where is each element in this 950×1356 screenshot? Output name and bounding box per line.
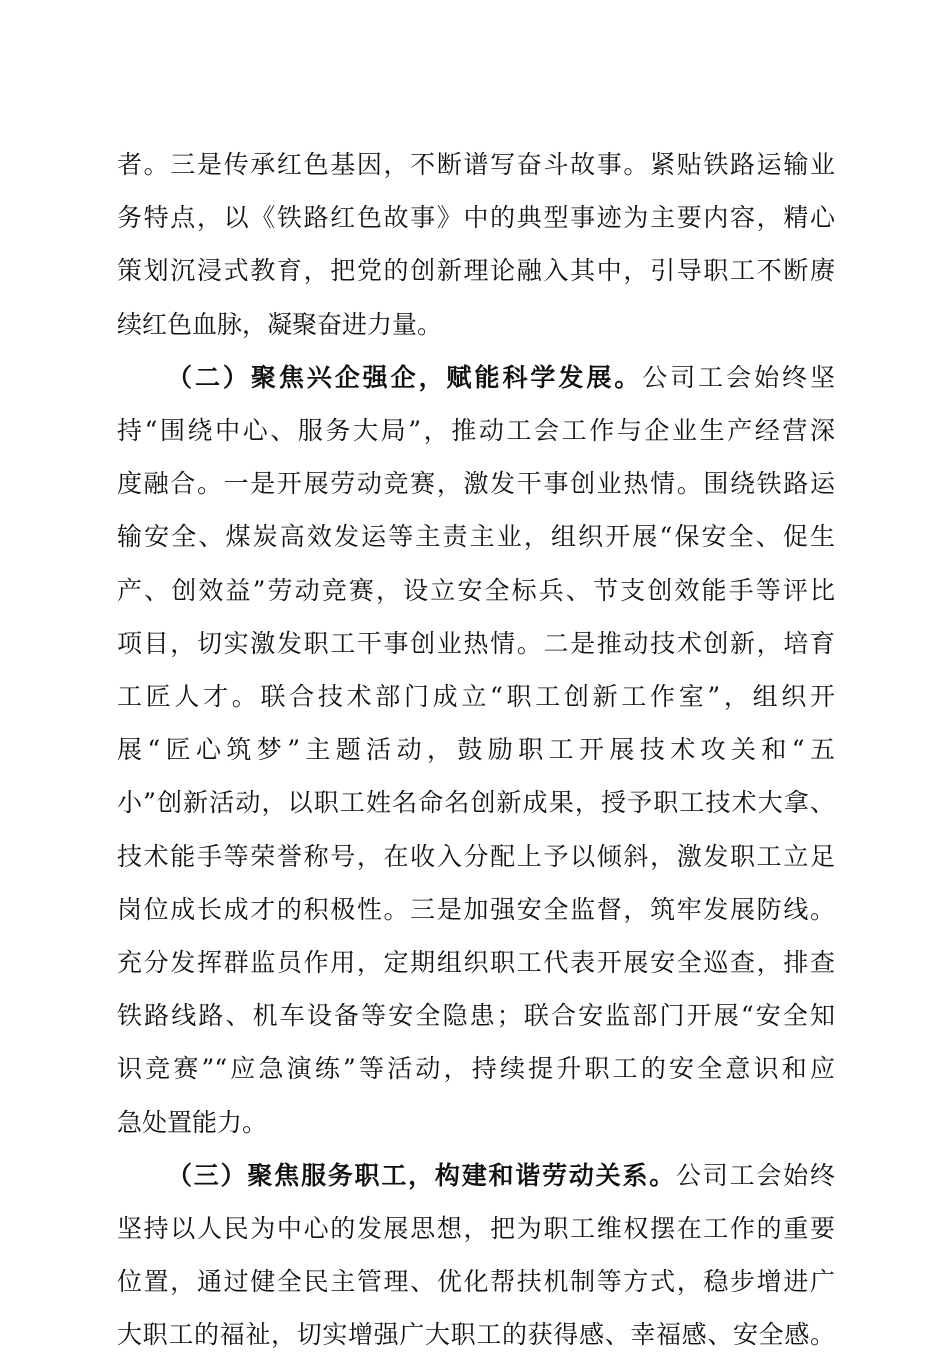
paragraph-line: 项目，切实激发职工干事创业热情。二是推动技术创新，培育 bbox=[117, 629, 835, 658]
paragraph-line: 坚持以人民为中心的发展思想，把为职工维权摆在工作的重要 bbox=[117, 1214, 835, 1243]
paragraph-line: 输安全、煤炭高效发运等主责主业，组织开展“保安全、促生 bbox=[117, 522, 835, 551]
paragraph-line: 工匠人才。联合技术部门成立“职工创新工作室”，组织开 bbox=[117, 682, 835, 711]
paragraph-line: 持“围绕中心、服务大局”，推动工会工作与企业生产经营深 bbox=[117, 416, 835, 445]
paragraph-line: 大职工的福祉，切实增强广大职工的获得感、幸福感、安全感。 bbox=[117, 1320, 835, 1349]
paragraph-line: 小”创新活动，以职工姓名命名创新成果，授予职工技术大拿、 bbox=[117, 788, 835, 817]
paragraph-line: 者。三是传承红色基因，不断谱写奋斗故事。紧贴铁路运输业 bbox=[117, 150, 835, 179]
paragraph-line: 策划沉浸式教育，把党的创新理论融入其中，引导职工不断赓 bbox=[117, 256, 835, 285]
section-2-first-line bbox=[167, 357, 835, 399]
section-3-first-text: 公司工会始终 bbox=[676, 1161, 835, 1190]
paragraph-line: 急处置能力。 bbox=[117, 1108, 268, 1137]
section-2-heading: （二）聚焦兴企强企，赋能科学发展。 bbox=[167, 363, 643, 392]
paragraph-line: 产、创效益”劳动竞赛，设立安全标兵、节支创效能手等评比 bbox=[117, 576, 835, 605]
section-2-first-text: 公司工会始终坚 bbox=[642, 363, 835, 392]
paragraph-line: 铁路线路、机车设备等安全隐患；联合安监部门开展“安全知 bbox=[117, 1001, 835, 1030]
paragraph-line: 展“匠心筑梦”主题活动，鼓励职工开展技术攻关和“五 bbox=[117, 735, 835, 764]
paragraph-line: 充分发挥群监员作用，定期组织职工代表开展安全巡查，排查 bbox=[117, 948, 835, 977]
paragraph-line: 识竞赛”“应急演练”等活动，持续提升职工的安全意识和应 bbox=[117, 1054, 835, 1083]
paragraph-line: 务特点，以《铁路红色故事》中的典型事迹为主要内容，精心 bbox=[117, 203, 835, 232]
paragraph-line: 度融合。一是开展劳动竞赛，激发干事创业热情。围绕铁路运 bbox=[117, 469, 835, 498]
section-3-first-line bbox=[167, 1155, 835, 1197]
section-3-heading: （三）聚焦服务职工，构建和谐劳动关系。 bbox=[167, 1161, 677, 1190]
paragraph-line: 续红色血脉，凝聚奋进力量。 bbox=[117, 310, 443, 339]
paragraph-line: 位置，通过健全民主管理、优化帮扶机制等方式，稳步增进广 bbox=[117, 1267, 835, 1296]
paragraph-line: 技术能手等荣誉称号，在收入分配上予以倾斜，激发职工立足 bbox=[117, 842, 835, 871]
paragraph-line: 岗位成长成才的积极性。三是加强安全监督，筑牢发展防线。 bbox=[117, 895, 835, 924]
